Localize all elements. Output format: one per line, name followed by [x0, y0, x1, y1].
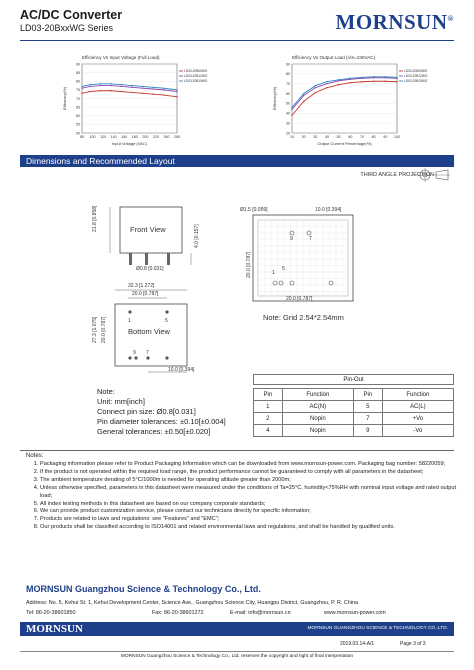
data-point	[350, 78, 351, 79]
data-point	[81, 87, 82, 88]
data-point	[326, 83, 327, 84]
data-point	[110, 90, 111, 91]
table-cell: 2	[254, 413, 283, 425]
data-point	[326, 81, 327, 82]
y-axis-label: Efficiency(%)	[62, 86, 67, 111]
chart-title: Efficiency Vs Output Load (Vin=230VAC)	[292, 55, 376, 60]
x-tick-label: 20	[301, 135, 306, 139]
data-point	[131, 92, 132, 93]
notes-divider	[20, 450, 454, 451]
data-point	[110, 85, 111, 86]
doc-version: 2019.03.14-A/1	[340, 641, 375, 647]
data-point	[176, 91, 177, 92]
y-tick-label: 70	[76, 96, 80, 101]
data-point	[291, 109, 292, 110]
pin-label-9: 9	[133, 350, 136, 356]
pin-label-7: 7	[146, 350, 149, 356]
y-tick-label: 60	[286, 91, 290, 96]
header-cell: Pin	[254, 389, 283, 401]
table-cell: 1	[254, 401, 283, 413]
table-cell: -Vo	[382, 425, 453, 437]
layout-side: 20.0 [0.787]	[246, 251, 252, 278]
legend-label: LD03-20B12WG	[184, 74, 208, 78]
y-tick-label: 80	[286, 72, 290, 77]
data-point	[131, 87, 132, 88]
legend-label: LD03-20B15WG	[184, 79, 208, 83]
footer-divider	[20, 651, 454, 652]
layout-bottom: 20.0 [0.787]	[286, 296, 313, 302]
list-item: 3. The ambient temperature derating of 5°C/1000m is needed for operating altitude greater than 2000m;	[40, 477, 465, 485]
table-row	[254, 425, 454, 437]
table-cell: Nopin	[282, 425, 353, 437]
x-tick-label: 10	[290, 135, 294, 139]
data-point	[315, 92, 316, 93]
data-point	[361, 77, 362, 78]
header-cell: Function	[282, 389, 353, 401]
projection-symbol-icon	[418, 168, 452, 182]
x-tick-label: 90	[383, 135, 388, 139]
bottom-view-label: Bottom View	[128, 327, 170, 336]
data-point	[153, 93, 154, 94]
data-point	[121, 86, 122, 87]
data-point	[385, 76, 386, 77]
y-tick-label: 85	[76, 70, 80, 75]
list-item: 7. Products are related to laws and regulations: see "Features" and "EMC";	[40, 516, 465, 524]
header-divider	[20, 40, 454, 41]
table-row	[254, 401, 454, 413]
note-unit: Unit: mm[inch]	[97, 397, 145, 406]
chart-title: Efficiency Vs Input Voltage (Full Load)	[82, 55, 160, 60]
data-point	[89, 91, 90, 92]
y-tick-label: 90	[286, 62, 290, 67]
pin-label-5: 5	[165, 318, 168, 324]
list-item: 8. Our products shall be classified according to ISO14001 and related environmental laws and regulations, and shall be handled by qualified units.	[40, 524, 465, 532]
data-point	[100, 90, 101, 91]
series-name: LD03-20BxxWG Series	[20, 23, 114, 33]
legend-label: LD03-20B15WG	[404, 79, 428, 83]
x-axis-label: Input Voltage (VAC)	[111, 141, 148, 146]
data-point	[350, 82, 351, 83]
data-point	[100, 85, 101, 86]
data-point	[142, 87, 143, 88]
x-tick-label: 265	[174, 135, 180, 139]
legend-label: LD03-20B12WG	[404, 74, 428, 78]
legend-label: LD03-20B05WG	[184, 69, 208, 73]
data-point	[89, 84, 90, 85]
dim-pin: Ø0.8 [0.031]	[136, 266, 164, 272]
data-point	[303, 95, 304, 96]
data-point	[153, 88, 154, 89]
y-tick-label: 50	[76, 131, 80, 136]
note-heading: Note:	[97, 387, 115, 396]
data-point	[153, 87, 154, 88]
list-item: 4. Unless otherwise specified, parameters in this datasheet were measured under the conditions of Ta=25°C, humidity<75%RH with nominal input voltage and rated output load;	[40, 485, 465, 501]
list-item: 5. All index testing methods in this datasheet are based on our company corporate standards;	[40, 501, 465, 509]
x-tick-label: 40	[325, 135, 329, 139]
layout-hole: Ø1.5 [0.059]	[240, 207, 268, 213]
dim-pitch-v: 20.0 [0.787]	[101, 316, 107, 343]
x-tick-label: 100	[394, 135, 400, 139]
company-name: MORNSUN Guangzhou Science & Technology Co., Ltd.	[26, 584, 261, 594]
dim-pin-off: 10.0 [0.394]	[168, 367, 195, 373]
x-tick-label: 100	[89, 135, 96, 139]
data-point	[121, 84, 122, 85]
data-point	[110, 83, 111, 84]
data-point	[291, 107, 292, 108]
data-point	[338, 84, 339, 85]
x-tick-label: 200	[142, 135, 149, 139]
legend-label: LD03-20B05WG	[404, 69, 428, 73]
company-website-link[interactable]: www.mornsun-power.com	[324, 610, 386, 616]
y-axis-label: Efficiency(%)	[272, 86, 277, 111]
pinout-table	[253, 388, 454, 437]
company-fax: Fax: 86-20-38601272	[152, 610, 204, 616]
notes-heading: Notes:	[26, 453, 44, 459]
pin-label-1: 1	[128, 318, 131, 324]
y-tick-label: 75	[76, 88, 80, 93]
data-point	[121, 91, 122, 92]
note-pin-tolerance: Pin diameter tolerances: ±0.10[±0.004]	[97, 417, 226, 426]
y-tick-label: 70	[286, 82, 290, 87]
x-tick-label: 60	[348, 135, 353, 139]
data-point	[361, 81, 362, 82]
data-point	[142, 93, 143, 94]
data-point	[385, 81, 386, 82]
x-tick-label: 50	[336, 135, 341, 139]
data-point	[89, 86, 90, 87]
series-line	[82, 91, 177, 97]
x-tick-label: 140	[110, 135, 117, 139]
data-point	[163, 94, 164, 95]
tolerance-notes	[97, 387, 226, 437]
x-tick-label: 80	[371, 135, 376, 139]
note-pin-size: Connect pin size: Ø0.8[0.031]	[97, 407, 196, 416]
data-point	[338, 79, 339, 80]
x-tick-label: 180	[131, 135, 138, 139]
data-point	[373, 76, 374, 77]
y-tick-label: 60	[76, 114, 80, 119]
layout-pin-1: 1	[272, 270, 275, 276]
dim-side: 27.3 [1.075]	[92, 316, 98, 343]
table-cell: 5	[353, 401, 382, 413]
pinout-header-row	[254, 389, 454, 401]
layout-drawing	[245, 205, 365, 310]
x-tick-label: 160	[121, 135, 128, 139]
header-cell: Function	[382, 389, 453, 401]
y-tick-label: 50	[286, 101, 290, 106]
list-item: 1. Packaging information please refer to Product Packaging Information which can be downloaded from www.mornsun-power.com. Packaging bag number: 58220059;	[40, 461, 465, 469]
table-cell: +Vo	[382, 413, 453, 425]
company-address: Address: No. 5, Kehui St. 1, Kehui Development Center, Science Ave., Guangzhou Science City, Huangpu District, Guangzhou, P. R. China	[26, 600, 359, 606]
x-tick-label: 120	[100, 135, 107, 139]
y-tick-label: 90	[76, 62, 80, 67]
y-tick-label: 40	[286, 111, 290, 116]
list-item: 2. If the product is not operated within the required load range, the product performance cannot be guaranteed to comply with all parameters in the datasheet;	[40, 469, 465, 477]
efficiency-vs-input-chart	[60, 52, 215, 147]
layout-pin-7: 7	[309, 236, 312, 242]
x-tick-label: 30	[313, 135, 318, 139]
list-item: 6. We can provide product customization service, please contact our technicians directly for specific information;	[40, 508, 465, 516]
table-cell: 9	[353, 425, 382, 437]
layout-pin-9: 9	[290, 236, 293, 242]
layout-pin-5: 5	[282, 266, 285, 272]
table-cell: 7	[353, 413, 382, 425]
pinout-title: Pin-Out	[253, 374, 454, 385]
dim-height: 4.0 [0.157]	[194, 224, 200, 248]
y-tick-label: 65	[76, 105, 80, 110]
x-tick-label: 240	[163, 135, 170, 139]
section-title: Dimensions and Recommended Layout	[20, 155, 454, 167]
footer-logo: MORNSUN	[26, 623, 83, 635]
data-point	[303, 101, 304, 102]
x-axis-label: Output Current Percentage(%)	[317, 141, 372, 146]
company-email: E-mail: info@mornsun.cn	[230, 610, 291, 616]
header-cell: Pin	[353, 389, 382, 401]
front-view-label: Front View	[130, 225, 166, 234]
data-point	[373, 81, 374, 82]
table-cell: 4	[254, 425, 283, 437]
layout-top: 10.0 [0.394]	[315, 207, 342, 213]
data-point	[396, 81, 397, 82]
dim-width: 21.8 [0.858]	[92, 205, 98, 232]
table-row	[254, 413, 454, 425]
notes-list	[26, 461, 465, 532]
data-point	[291, 115, 292, 116]
footer-company: MORNSUN GUANGZHOU SCIENCE & TECHNOLOGY CO.,LTD.	[307, 626, 448, 631]
page-number: Page 3 of 3	[400, 641, 426, 647]
mornsun-logo: MORNSUN®	[335, 10, 454, 34]
x-tick-label: 85	[80, 135, 84, 139]
series-line	[292, 81, 397, 115]
data-point	[163, 89, 164, 90]
data-point	[315, 85, 316, 86]
page-title: AC/DC Converter	[20, 8, 123, 22]
data-point	[315, 87, 316, 88]
data-point	[176, 96, 177, 97]
y-tick-label: 30	[286, 121, 290, 126]
data-point	[131, 85, 132, 86]
dim-pitch-h: 20.0 [0.787]	[132, 291, 159, 297]
data-point	[303, 93, 304, 94]
data-point	[142, 86, 143, 87]
table-cell: AC(N)	[282, 401, 353, 413]
efficiency-vs-load-chart	[270, 52, 435, 147]
y-tick-label: 55	[76, 122, 80, 127]
projection-label: THIRD ANGLE PROJECTION	[360, 172, 434, 178]
table-cell: Nopin	[282, 413, 353, 425]
data-point	[163, 87, 164, 88]
data-point	[396, 77, 397, 78]
dim-len: 32.3 [1.272]	[128, 283, 155, 289]
data-point	[81, 93, 82, 94]
data-point	[81, 86, 82, 87]
data-point	[100, 83, 101, 84]
data-point	[176, 89, 177, 90]
y-tick-label: 20	[286, 131, 290, 136]
table-cell: AC(L)	[382, 401, 453, 413]
copyright: MORNSUN Guangzhou Science & Technology Co., Ltd. reserves the copyright and right of final interpretation	[120, 654, 354, 659]
data-point	[326, 87, 327, 88]
company-tel: Tel: 86-20-38601850	[26, 610, 76, 616]
grid-note: Note: Grid 2.54*2.54mm	[263, 313, 344, 322]
y-tick-label: 80	[76, 79, 80, 84]
note-general-tolerance: General tolerances: ±0.50[±0.020]	[97, 427, 211, 436]
x-tick-label: 220	[152, 135, 159, 139]
x-tick-label: 70	[360, 135, 364, 139]
